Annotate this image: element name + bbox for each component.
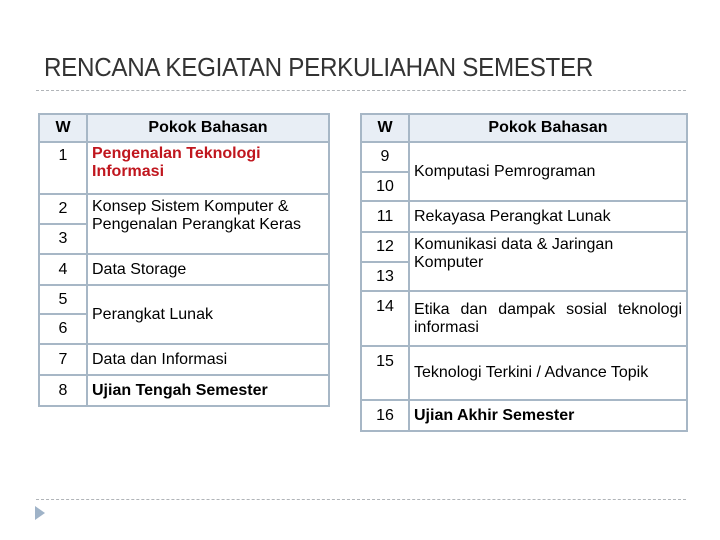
table-row	[39, 344, 329, 375]
topic-cell: Data Storage	[87, 254, 329, 285]
header-week: W	[361, 114, 409, 142]
title-divider	[36, 90, 686, 91]
table-row	[361, 232, 687, 262]
topic-cell: Etika dan dampak sosial teknologi informasi	[409, 291, 687, 346]
week-cell: 3	[39, 224, 87, 254]
week-cell: 13	[361, 262, 409, 291]
topic-cell: Konsep Sistem Komputer & Pengenalan Perangkat Keras	[87, 194, 329, 254]
week-cell: 5	[39, 285, 87, 314]
table-row	[39, 142, 329, 194]
table-row	[361, 346, 687, 400]
topic-cell: Ujian Akhir Semester	[409, 400, 687, 431]
table-header-row	[39, 114, 329, 142]
table-row	[39, 375, 329, 406]
week-cell: 16	[361, 400, 409, 431]
footer-divider	[36, 499, 686, 500]
week-cell: 7	[39, 344, 87, 375]
table-row	[39, 194, 329, 224]
header-topic: Pokok Bahasan	[87, 114, 329, 142]
header-week: W	[39, 114, 87, 142]
topic-cell: Rekayasa Perangkat Lunak	[409, 201, 687, 232]
week-cell: 2	[39, 194, 87, 224]
week-cell: 8	[39, 375, 87, 406]
week-cell: 9	[361, 142, 409, 172]
table-row	[39, 285, 329, 314]
week-cell: 6	[39, 314, 87, 344]
week-cell: 11	[361, 201, 409, 232]
schedule-table-left	[38, 113, 330, 407]
week-cell: 4	[39, 254, 87, 285]
header-topic: Pokok Bahasan	[409, 114, 687, 142]
table-row	[361, 201, 687, 232]
slide-title: RENCANA KEGIATAN PERKULIAHAN SEMESTER	[44, 52, 594, 82]
week-cell: 15	[361, 346, 409, 400]
schedule-table-right	[360, 113, 688, 432]
week-cell: 10	[361, 172, 409, 201]
week-cell: 12	[361, 232, 409, 262]
table-header-row	[361, 114, 687, 142]
table-row	[39, 254, 329, 285]
table-row	[361, 400, 687, 431]
topic-cell: Komunikasi data & Jaringan Komputer	[409, 232, 687, 291]
topic-cell: Teknologi Terkini / Advance Topik	[409, 346, 687, 400]
topic-cell: Pengenalan Teknologi Informasi	[87, 142, 329, 194]
table-row	[361, 291, 687, 346]
week-cell: 1	[39, 142, 87, 194]
table-row	[361, 142, 687, 172]
week-cell: 14	[361, 291, 409, 346]
topic-cell: Ujian Tengah Semester	[87, 375, 329, 406]
topic-cell: Komputasi Pemrograman	[409, 142, 687, 201]
topic-cell: Perangkat Lunak	[87, 285, 329, 344]
topic-cell: Data dan Informasi	[87, 344, 329, 375]
bullet-arrow-icon	[35, 506, 45, 520]
